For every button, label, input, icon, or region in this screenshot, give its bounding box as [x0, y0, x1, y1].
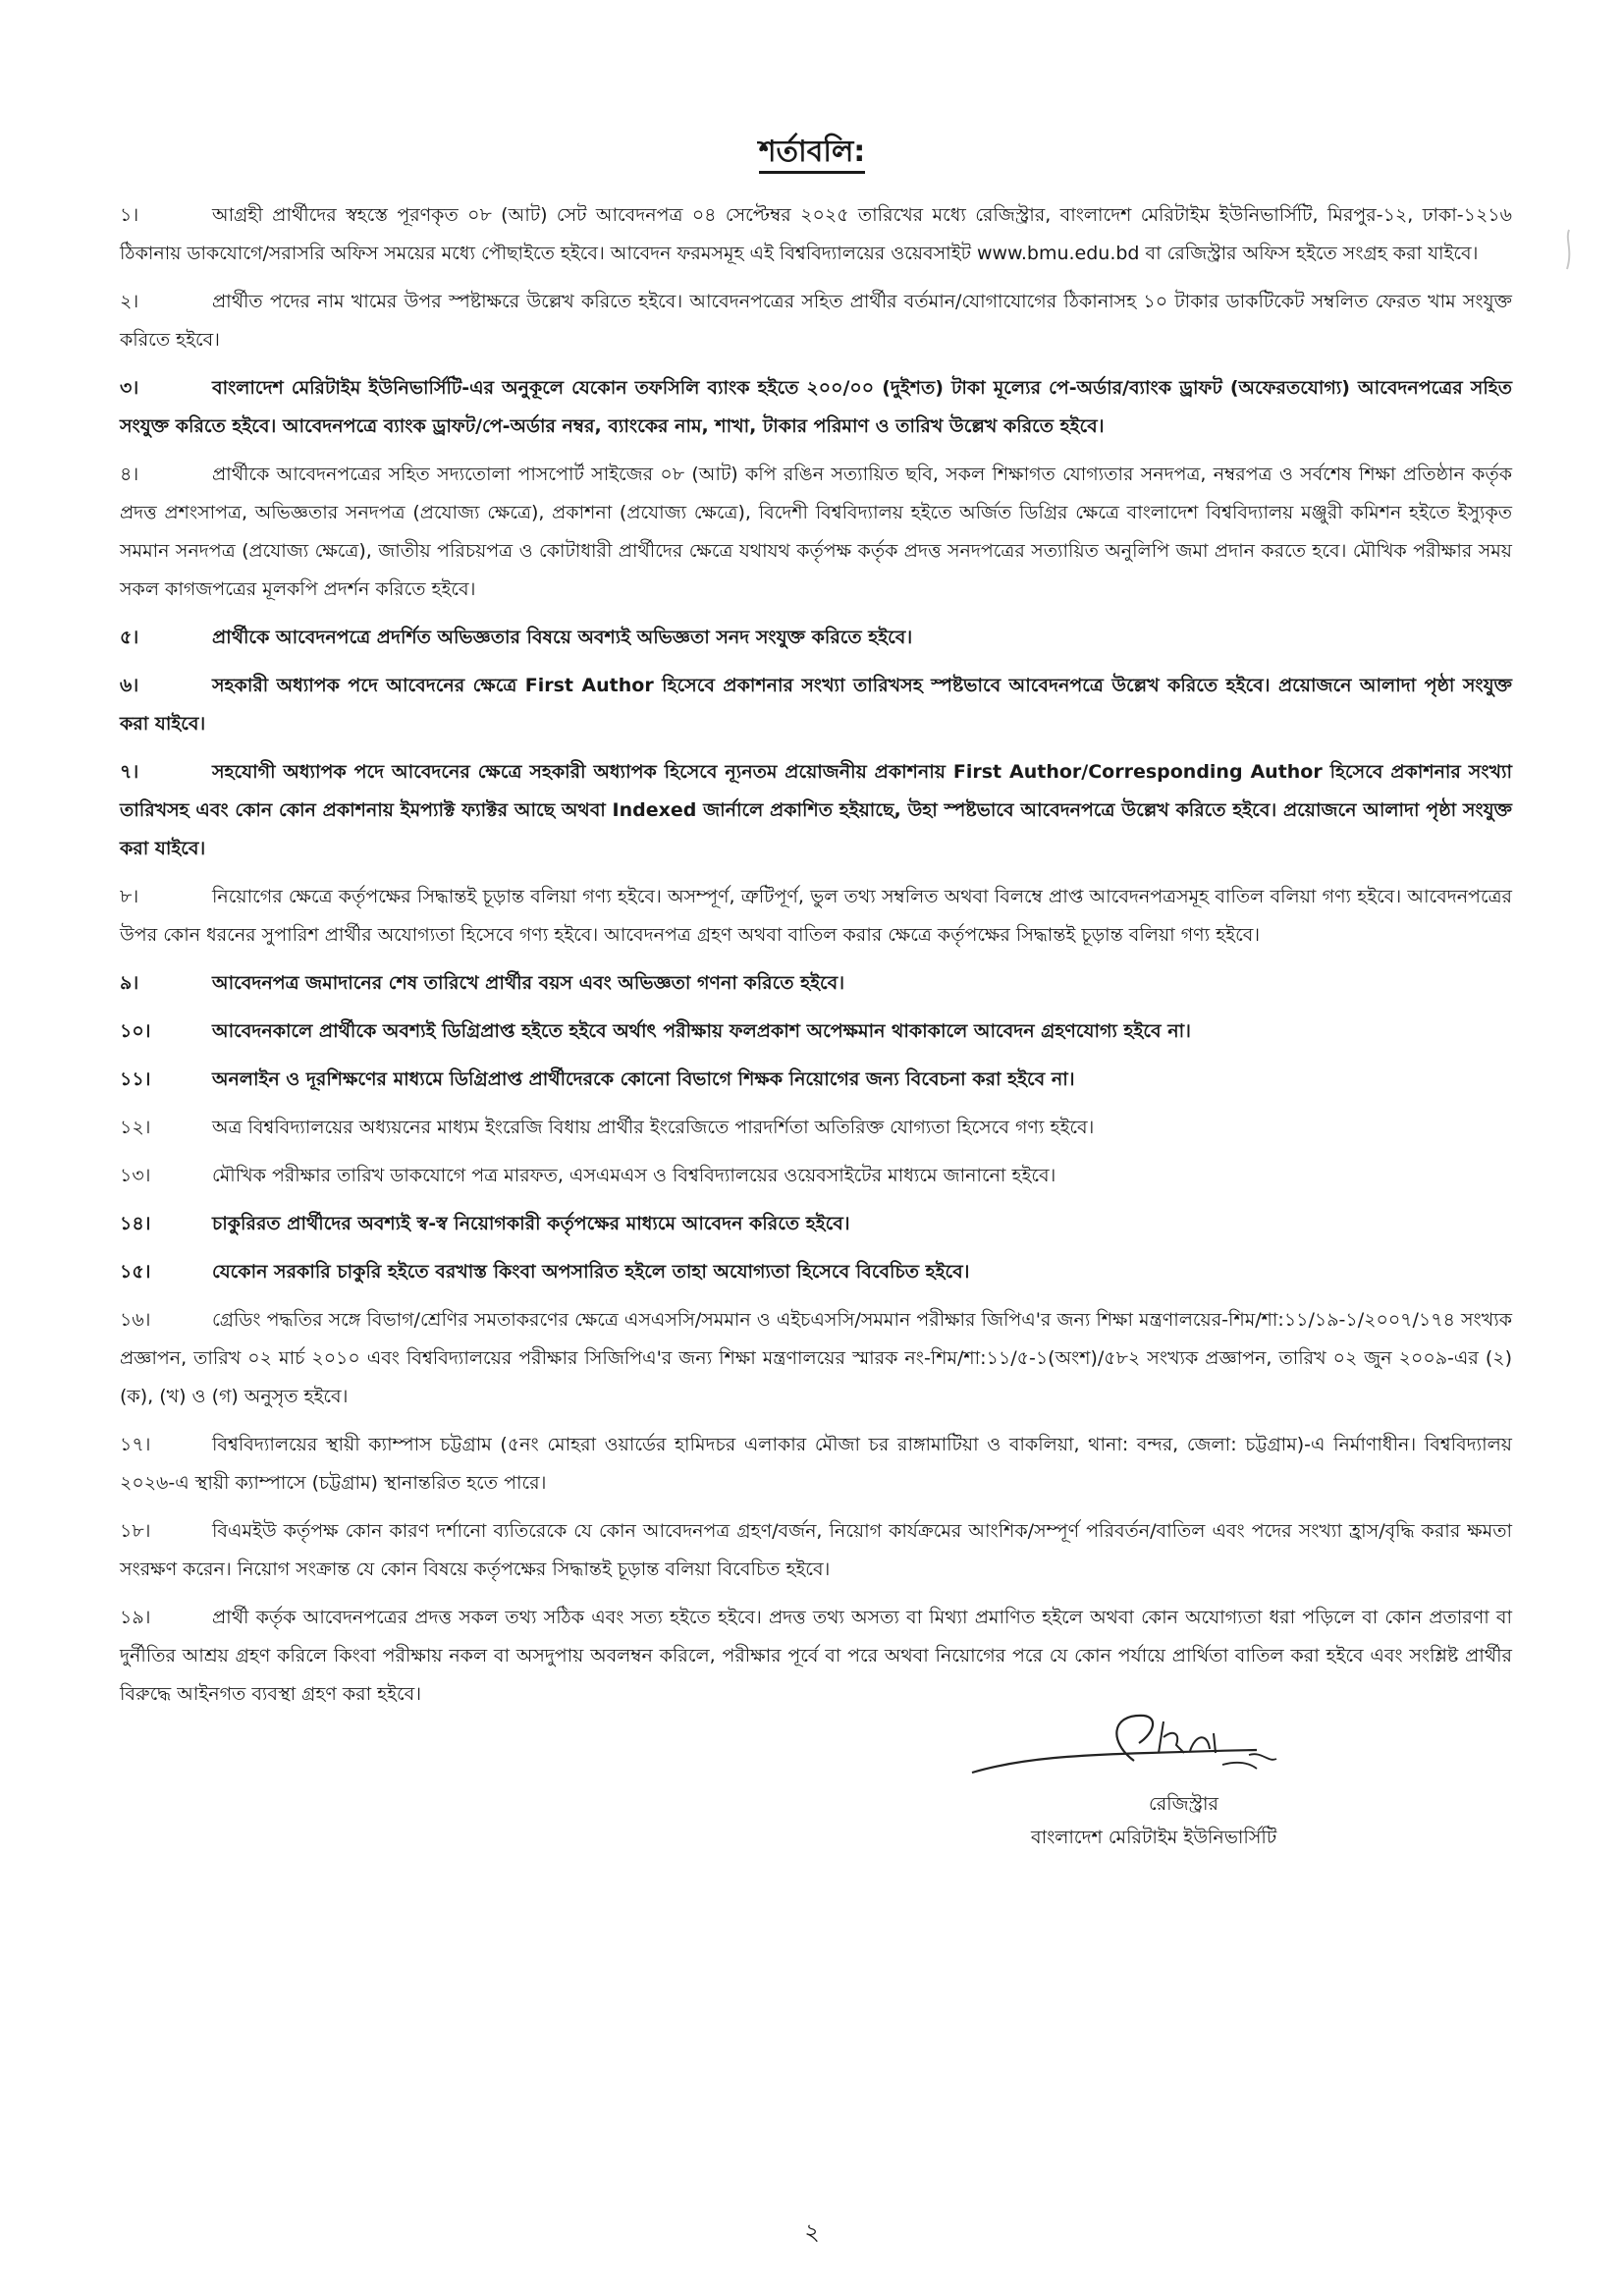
condition-item: [120, 878, 1512, 955]
condition-item: [120, 964, 1512, 1003]
condition-text: চাকুরিরত প্রার্থীদের অবশ্যই স্ব-স্ব নিয়োগকারী কর্তৃপক্ষের মাধ্যমে আবেদন করিতে হইবে।: [212, 1213, 850, 1234]
condition-text: সহযোগী অধ্যাপক পদে আবেদনের ক্ষেত্রে সহকারী অধ্যাপক হিসেবে ন্যূনতম প্রয়োজনীয় প্রকাশনায় First Author/Corresponding Author হিসেবে প্রকাশনার সংখ্যা তারিখসহ এবং কোন কোন প্রকাশনায় ইমপ্যাক্ট ফ্যাক্টর আছে অথবা Indexed জার্নালে প্রকাশিত হইয়াছে, উহা স্পষ্টভাবে আবেদনপত্রে উল্লেখ করিতে হইবে। প্রয়োজনে আলাদা পৃষ্ঠা সংযুক্ত করা যাইবে।: [120, 761, 1512, 859]
condition-number: ৮।: [120, 886, 139, 907]
condition-text: সহকারী অধ্যাপক পদে আবেদনের ক্ষেত্রে First Author হিসেবে প্রকাশনার সংখ্যা তারিখসহ স্পষ্টভাবে আবেদনপত্রে উল্লেখ করিতে হইবে। প্রয়োজনে আলাদা পৃষ্ঠা সংযুক্ত করা যাইবে।: [120, 675, 1512, 735]
condition-number: ১৪।: [120, 1213, 151, 1234]
condition-number: ১৮।: [120, 1520, 151, 1542]
condition-text: প্রার্থীত পদের নাম খামের উপর স্পষ্টাক্ষরে উল্লেখ করিতে হইবে। আবেদনপত্রের সহিত প্রার্থীর বর্তমান/যোগাযোগের ঠিকানাসহ ১০ টাকার ডাকটিকেট সম্বলিত ফেরত খাম সংযুক্ত করিতে হইবে।: [120, 291, 1512, 351]
condition-number: ৩।: [120, 377, 139, 399]
condition-number: ১১।: [120, 1068, 151, 1090]
condition-number: ৯।: [120, 972, 139, 994]
condition-number: ১০।: [120, 1020, 151, 1042]
condition-item: [120, 1061, 1512, 1099]
condition-item: [120, 1599, 1512, 1714]
condition-text: নিয়োগের ক্ষেত্রে কর্তৃপক্ষের সিদ্ধান্তই চূড়ান্ত বলিয়া গণ্য হইবে। অসম্পূর্ণ, ত্রুটিপূর্ণ, ভুল তথ্য সম্বলিত অথবা বিলম্বে প্রাপ্ত আবেদনপত্রসমূহ বাতিল বলিয়া গণ্য হইবে। আবেদনপত্রের উপর কোন ধরনের সুপারিশ প্রার্থীর অযোগ্যতা হিসেবে গণ্য হইবে। আবেদনপত্র গ্রহণ অথবা বাতিল করার ক্ষেত্রে কর্তৃপক্ষের সিদ্ধান্তই চূড়ান্ত বলিয়া গণ্য হইবে।: [120, 886, 1512, 946]
condition-item: [120, 1109, 1512, 1147]
condition-number: ১৭।: [120, 1434, 151, 1455]
scan-edge-mark: [1561, 228, 1577, 271]
condition-item: [120, 283, 1512, 359]
condition-number: ২।: [120, 291, 139, 312]
signatory-organization: বাংলাদেশ মেরিটাইম ইউনিভার্সিটি: [1031, 1827, 1277, 1848]
condition-number: ৪।: [120, 464, 139, 485]
condition-number: ১২।: [120, 1117, 151, 1138]
condition-item: [120, 456, 1512, 609]
condition-text: অত্র বিশ্ববিদ্যালয়ের অধ্যয়নের মাধ্যম ইংরেজি বিধায় প্রার্থীর ইংরেজিতে পারদর্শিতা অতিরিক্ত যোগ্যতা হিসেবে গণ্য হইবে।: [212, 1117, 1095, 1138]
condition-item: [120, 1205, 1512, 1243]
condition-number: ১৩।: [120, 1165, 151, 1186]
condition-number: ১।: [120, 204, 139, 226]
condition-number: ৬।: [120, 675, 139, 696]
signature-block: [962, 1704, 1335, 1848]
condition-number: ৫।: [120, 627, 139, 648]
condition-text: বিএমইউ কর্তৃপক্ষ কোন কারণ দর্শানো ব্যতিরেকে যে কোন আবেদনপত্র গ্রহণ/বর্জন, নিয়োগ কার্যক্রমের আংশিক/সম্পূর্ণ পরিবর্তন/বাতিল এবং পদের সংখ্যা হ্রাস/বৃদ্ধি করার ক্ষমতা সংরক্ষণ করেন। নিয়োগ সংক্রান্ত যে কোন বিষয়ে কর্তৃপক্ষের সিদ্ধান্তই চূড়ান্ত বলিয়া বিবেচিত হইবে।: [120, 1520, 1512, 1580]
condition-item: [120, 1301, 1512, 1416]
condition-text: যেকোন সরকারি চাকুরি হইতে বরখাস্ত কিংবা অপসারিত হইলে তাহা অযোগ্যতা হিসেবে বিবেচিত হইবে।: [212, 1261, 970, 1283]
condition-text: প্রার্থী কর্তৃক আবেদনপত্রের প্রদত্ত সকল তথ্য সঠিক এবং সত্য হইতে হইবে। প্রদত্ত তথ্য অসত্য বা মিথ্যা প্রমাণিত হইলে অথবা কোন অযোগ্যতা ধরা পড়িলে বা কোন প্রতারণা বা দুর্নীতির আশ্রয় গ্রহণ করিলে কিংবা পরীক্ষায় নকল বা অসদুপায় অবলম্বন করিলে, পরীক্ষার পূর্বে বা পরে অথবা নিয়োগের পরে যে কোন পর্যায়ে প্রার্থিতা বাতিল করা হইবে এবং সংশ্লিষ্ট প্রার্থীর বিরুদ্ধে আইনগত ব্যবস্থা গ্রহণ করা হইবে।: [120, 1607, 1512, 1705]
condition-item: [120, 1426, 1512, 1503]
signatory-title: রেজিস্ট্রার: [1149, 1793, 1218, 1815]
condition-text: অনলাইন ও দূরশিক্ষণের মাধ্যমে ডিগ্রিপ্রাপ্ত প্রার্থীদেরকে কোনো বিভাগে শিক্ষক নিয়োগের জন্য বিবেচনা করা হইবে না।: [212, 1068, 1075, 1090]
page-number: ২: [804, 2218, 820, 2246]
condition-item: [120, 667, 1512, 743]
conditions-heading: শর্তাবলি:: [0, 128, 1624, 178]
condition-text: গ্রেডিং পদ্ধতির সঙ্গে বিভাগ/শ্রেণির সমতাকরণের ক্ষেত্রে এসএসসি/সমমান ও এইচএসসি/সমমান পরীক্ষার জিপিএ'র জন্য শিক্ষা মন্ত্রণালয়ের-শিম/শা:১১/১৯-১/২০০৭/১৭৪ সংখ্যক প্রজ্ঞাপন, তারিখ ০২ মার্চ ২০১০ এবং বিশ্ববিদ্যালয়ের পরীক্ষার সিজিপিএ'র জন্য শিক্ষা মন্ত্রণালয়ের স্মারক নং-শিম/শা:১১/৫-১(অংশ)/৫৮২ সংখ্যক প্রজ্ঞাপন, তারিখ ০২ জুন ২০০৯-এর (২) (ক), (খ) ও (গ) অনুসৃত হইবে।: [120, 1309, 1512, 1407]
condition-item: [120, 369, 1512, 446]
condition-item: [120, 1512, 1512, 1589]
condition-number: ১৫।: [120, 1261, 151, 1283]
condition-text: প্রার্থীকে আবেদনপত্রের সহিত সদ্যতোলা পাসপোর্ট সাইজের ০৮ (আট) কপি রঙিন সত্যায়িত ছবি, সকল শিক্ষাগত যোগ্যতার সনদপত্র, নম্বরপত্র ও সর্বশেষ শিক্ষা প্রতিষ্ঠান কর্তৃক প্রদত্ত প্রশংসাপত্র, অভিজ্ঞতার সনদপত্র (প্রযোজ্য ক্ষেত্রে), প্রকাশনা (প্রযোজ্য ক্ষেত্রে), বিদেশী বিশ্ববিদ্যালয় হইতে অর্জিত ডিগ্রির ক্ষেত্রে বাংলাদেশ বিশ্ববিদ্যালয় মঞ্জুরী কমিশন হইতে ইস্যুকৃত সমমান সনদপত্র (প্রযোজ্য ক্ষেত্রে), জাতীয় পরিচয়পত্র ও কোটাধারী প্রার্থীদের ক্ষেত্রে যথাযথ কর্তৃপক্ষ কর্তৃক প্রদত্ত সনদপত্রের সত্যায়িত অনুলিপি জমা প্রদান করতে হবে। মৌখিক পরীক্ষার সময় সকল কাগজপত্রের মূলকপি প্রদর্শন করিতে হইবে।: [120, 464, 1512, 600]
condition-item: [120, 1157, 1512, 1195]
condition-text: বিশ্ববিদ্যালয়ের স্থায়ী ক্যাম্পাস চট্টগ্রাম (৫নং মোহরা ওয়ার্ডের হামিদচর এলাকার মৌজা চর রাঙ্গামাটিয়া ও বাকলিয়া, থানা: বন্দর, জেলা: চট্টগ্রাম)-এ নির্মাণাধীন। বিশ্ববিদ্যালয় ২০২৬-এ স্থায়ী ক্যাম্পাসে (চট্টগ্রাম) স্থানান্তরিত হতে পারে।: [120, 1434, 1512, 1494]
condition-item: [120, 753, 1512, 868]
condition-number: ১৬।: [120, 1309, 151, 1331]
condition-item: [120, 1253, 1512, 1291]
condition-text: আগ্রহী প্রার্থীদের স্বহস্তে পূরণকৃত ০৮ (আট) সেট আবেদনপত্র ০৪ সেপ্টেম্বর ২০২৫ তারিখের মধ্যে রেজিস্ট্রার, বাংলাদেশ মেরিটাইম ইউনিভার্সিটি, মিরপুর-১২, ঢাকা-১২১৬ ঠিকানায় ডাকযোগে/সরাসরি অফিস সময়ের মধ্যে পৌছাইতে হইবে। আবেদন ফরমসমূহ এই বিশ্ববিদ্যালয়ের ওয়েবসাইট www.bmu.edu.bd বা রেজিস্ট্রার অফিস হইতে সংগ্রহ করা যাইবে।: [120, 204, 1512, 264]
condition-item: [120, 196, 1512, 273]
condition-text: আবেদনকালে প্রার্থীকে অবশ্যই ডিগ্রিপ্রাপ্ত হইতে হইবে অর্থাৎ পরীক্ষায় ফলপ্রকাশ অপেক্ষমান থাকাকালে আবেদন গ্রহণযোগ্য হইবে না।: [212, 1020, 1191, 1042]
condition-number: ১৯।: [120, 1607, 151, 1628]
condition-number: ৭।: [120, 761, 139, 783]
condition-item: [120, 1012, 1512, 1051]
handwritten-signature: [962, 1704, 1335, 1792]
condition-item: [120, 619, 1512, 657]
condition-text: আবেদনপত্র জমাদানের শেষ তারিখে প্রার্থীর বয়স এবং অভিজ্ঞতা গণনা করিতে হইবে।: [212, 972, 845, 994]
condition-text: বাংলাদেশ মেরিটাইম ইউনিভার্সিটি-এর অনুকূলে যেকোন তফসিলি ব্যাংক হইতে ২০০/০০ (দুইশত) টাকা মূল্যের পে-অর্ডার/ব্যাংক ড্রাফট (অফেরতযোগ্য) আবেদনপত্রের সহিত সংযুক্ত করিতে হইবে। আবেদনপত্রে ব্যাংক ড্রাফট/পে-অর্ডার নম্বর, ব্যাংকের নাম, শাখা, টাকার পরিমাণ ও তারিখ উল্লেখ করিতে হইবে।: [120, 377, 1512, 437]
condition-text: প্রার্থীকে আবেদনপত্রে প্রদর্শিত অভিজ্ঞতার বিষয়ে অবশ্যই অভিজ্ঞতা সনদ সংযুক্ত করিতে হইবে।: [212, 627, 913, 648]
conditions-list: [120, 196, 1512, 1723]
condition-text: মৌখিক পরীক্ষার তারিখ ডাকযোগে পত্র মারফত, এসএমএস ও বিশ্ববিদ্যালয়ের ওয়েবসাইটের মাধ্যমে জানানো হইবে।: [212, 1165, 1056, 1186]
